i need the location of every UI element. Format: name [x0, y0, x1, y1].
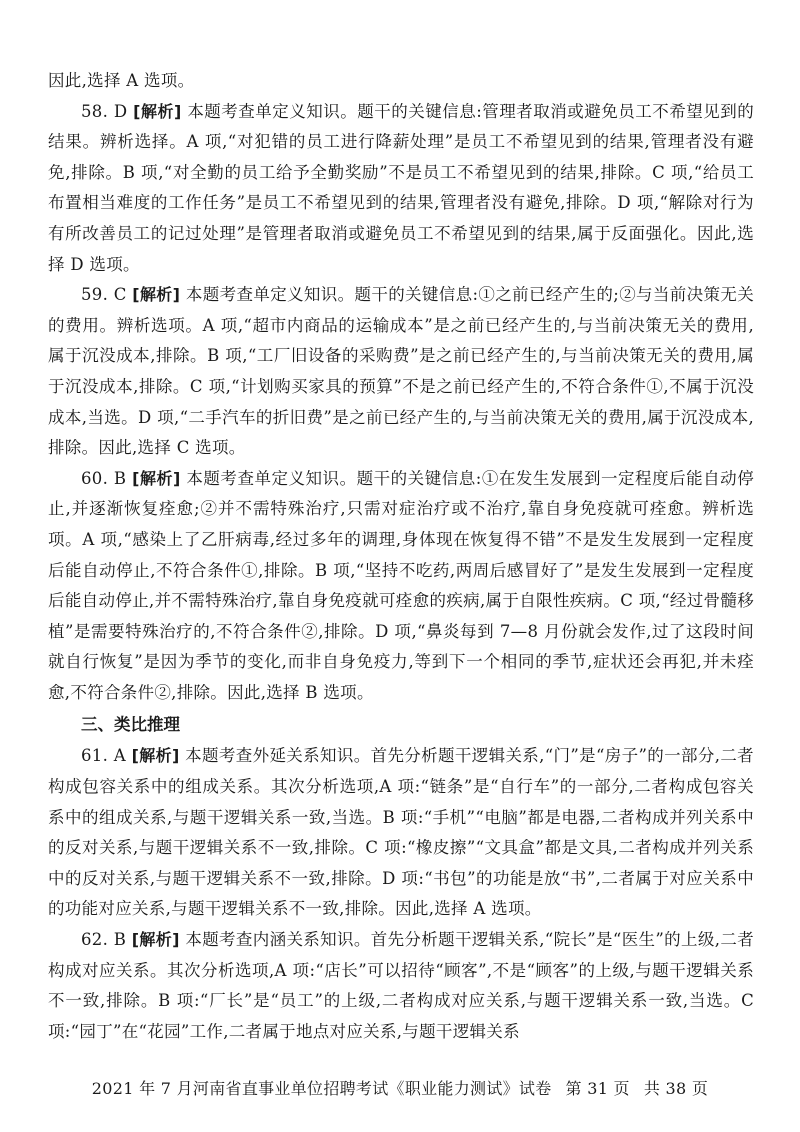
paragraph-text: 本题考查单定义知识。题干的关键信息:①在发生发展到一定程度后能自动停止,并逐渐恢复痊愈;②并不需特殊治疗,只需对症治疗或不治疗,靠自身免疫就可痊愈。辨析选项。A 项,“感染上了乙肝病毒,经过多年的调理,身体现在恢复得不错”不是发生发展到一定程度后能自动停止,不符合条件①,排除。B 项,“坚持不吃药,两周后感冒好了”是发生发展到一定程度后能自动停止,并不需特殊治疗,靠自身免疫就可痊愈的疾病,属于自限性疾病。C 项,“经过骨髓移植”是需要特殊治疗的,不符合条件②,排除。D 项,“鼻炎每到 7—8 月份就会发作,过了这段时间就自行恢复”是因为季节的变化,而非自身免疫力,等到下一个相同的季节,症状还会再犯,并未痊愈,不符合条件②,排除。因此,选择 B 选项。 — [48, 468, 755, 702]
paragraph-q58 — [48, 97, 754, 281]
paragraph-text: 因此,选择 A 选项。 — [48, 71, 195, 90]
paragraph-q61 — [48, 741, 754, 925]
analysis-tag: [解析] — [132, 285, 181, 305]
analysis-tag: [解析] — [133, 101, 182, 121]
answer-number: 61. A — [81, 746, 132, 766]
section-heading-analogy: 三、类比推理 — [81, 715, 180, 735]
answer-number: 59. C — [81, 285, 133, 305]
paragraph-text: 本题考查外延关系知识。首先分析题干逻辑关系,“门”是“房子”的一部分,二者构成包容关系中的组成关系。其次分析选项,A 项:“链条”是“自行车”的一部分,二者构成包容关系中的组成关系,与题干逻辑关系一致,当选。B 项:“手机”“电脑”都是电器,二者构成并列关系中的反对关系,与题干逻辑关系不一致,排除。C 项:“橡皮擦”“文具盒”都是文具,二者构成并列关系中的反对关系,与题干逻辑关系不一致,排除。D 项:“书包”的功能是放“书”,二者属于对应关系中的功能对应关系,与题干逻辑关系不一致,排除。因此,选择 A 选项。 — [48, 746, 754, 919]
footer-page-number: 第 31 页 — [565, 1079, 630, 1098]
paragraph-q62 — [48, 925, 754, 1047]
paragraph-q60 — [48, 464, 754, 709]
paragraph-text: 本题考查单定义知识。题干的关键信息:①之前已经产生的;②与当前决策无关的费用。辨析选项。A 项,“超市内商品的运输成本”是之前已经产生的,与当前决策无关的费用,属于沉没成本,排除。B 项,“工厂旧设备的采购费”是之前已经产生的,与当前决策无关的费用,属于沉没成本,排除。C 项,“计划购买家具的预算”不是之前已经产生的,不符合条件①,不属于沉没成本,当选。D 项,“二手汽车的折旧费”是之前已经产生的,与当前决策无关的费用,属于沉没成本,排除。因此,选择 C 选项。 — [48, 285, 755, 458]
analysis-tag: [解析] — [132, 468, 181, 488]
paragraph-q59 — [48, 280, 754, 464]
paragraph-text: 本题考查单定义知识。题干的关键信息:管理者取消或避免员工不希望见到的结果。辨析选择。A 项,“对犯错的员工进行降薪处理”是员工不希望见到的结果,管理者没有避免,排除。B 项,“对全勤的员工给予全勤奖励”不是员工不希望见到的结果,排除。C 项,“给员工布置相当难度的工作任务”是员工不希望见到的结果,管理者没有避免,排除。D 项,“解除对行为有所改善员工的记过处理”是管理者取消或避免员工不希望见到的结果,属于反面强化。因此,选择 D 选项。 — [48, 101, 755, 274]
paragraph-q57-tail — [48, 66, 754, 97]
footer-total-pages: 共 38 页 — [643, 1079, 709, 1098]
answer-number: 60. B — [81, 468, 133, 488]
analysis-tag: [解析] — [131, 930, 180, 950]
footer-exam-title: 2021 年 7 月河南省直事业单位招聘考试《职业能力测试》试卷 — [91, 1079, 552, 1098]
paragraph-text: 本题考查内涵关系知识。首先分析题干逻辑关系,“院长”是“医生”的上级,二者构成对应关系。其次分析选项,A 项:“店长”可以招待“顾客”,不是“顾客”的上级,与题干逻辑关系不一致,排除。B 项:“厂长”是“员工”的上级,二者构成对应关系,与题干逻辑关系一致,当选。C 项:“园丁”在“花园”工作,二者属于地点对应关系,与题干逻辑关系 — [48, 930, 754, 1041]
answer-content — [48, 66, 754, 1047]
answer-number: 58. D — [81, 101, 134, 121]
page-footer — [0, 1078, 800, 1100]
answer-number: 62. B — [81, 930, 132, 950]
analysis-tag: [解析] — [131, 746, 180, 766]
